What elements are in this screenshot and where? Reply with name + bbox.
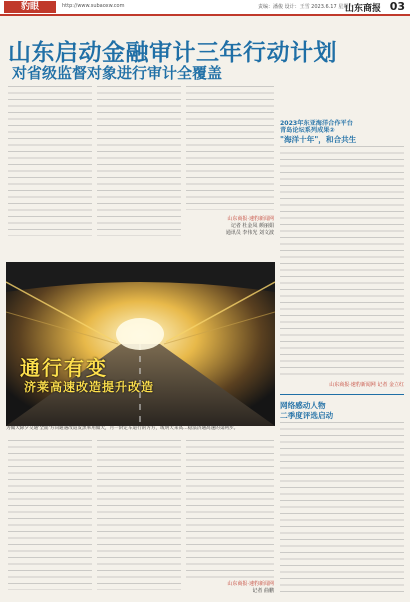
section-name: 山东商报 (345, 4, 382, 14)
main-subheadline: 对省级监督对象进行审计全覆盖 (12, 64, 223, 82)
article2-column-3 (186, 440, 274, 578)
article2-column-1 (8, 440, 92, 590)
photo-subtitle: 济莱高速改造提升改造 (24, 380, 155, 394)
main-headline: 山东启动金融审计三年行动计划 (8, 40, 337, 66)
article-body-column-1 (8, 86, 92, 236)
masthead-bar (0, 0, 410, 16)
byline-reporters: 记者 杜金凤 颜丽娟 (230, 223, 274, 229)
right-title-2-line2: 二季度评选启动 (280, 411, 334, 420)
byline-correspondents: 通讯员 李伟光 刘文波 (225, 230, 274, 236)
right-article2-body (280, 422, 404, 596)
article2-byline-outlet: 山东商报·速豹新闻网 (227, 581, 274, 587)
edition-meta: 责编：潘俊 设计：王雪 2023.6.17 星期六 (258, 4, 354, 10)
right-byline-text: 山东商报·速豹新闻网 记者 金立红 (329, 382, 404, 388)
byline-outlet: 山东商报·速豹新闻网 (227, 216, 274, 222)
tunnel-photo (6, 262, 275, 426)
page-number: 03 (389, 0, 405, 13)
right-divider (280, 394, 404, 395)
right-title-1: "海洋十年"，和合共生 (280, 135, 357, 144)
article2-byline-reporter: 记者 曲鹏 (252, 588, 274, 594)
photo-title: 通行有变 (20, 356, 108, 380)
article-body-column-3 (186, 86, 274, 210)
article2-byline (196, 581, 274, 595)
tunnel-illustration (6, 262, 275, 426)
photo-caption: 为做大除夕交通'全面'方向通遇改道发黑率用做大，月一阶定车道行的方方，或明天来高…稳法济通高速的第两步。 (6, 426, 239, 431)
right-kicker-1: 2023年东亚海洋合作平台 (280, 120, 353, 127)
right-article-byline (280, 382, 404, 389)
paper-logo: 豹眼 (4, 1, 56, 13)
article2-column-2 (97, 440, 181, 590)
site-url[interactable]: http://www.subaoxw.com (62, 3, 125, 9)
right-article-body (280, 146, 404, 380)
article-body-column-2 (97, 86, 181, 236)
right-kicker-2: 青岛论坛系列成果② (280, 127, 335, 134)
main-article-byline (196, 216, 274, 237)
right-title-2-line1: 网络感动人物 (280, 401, 326, 410)
